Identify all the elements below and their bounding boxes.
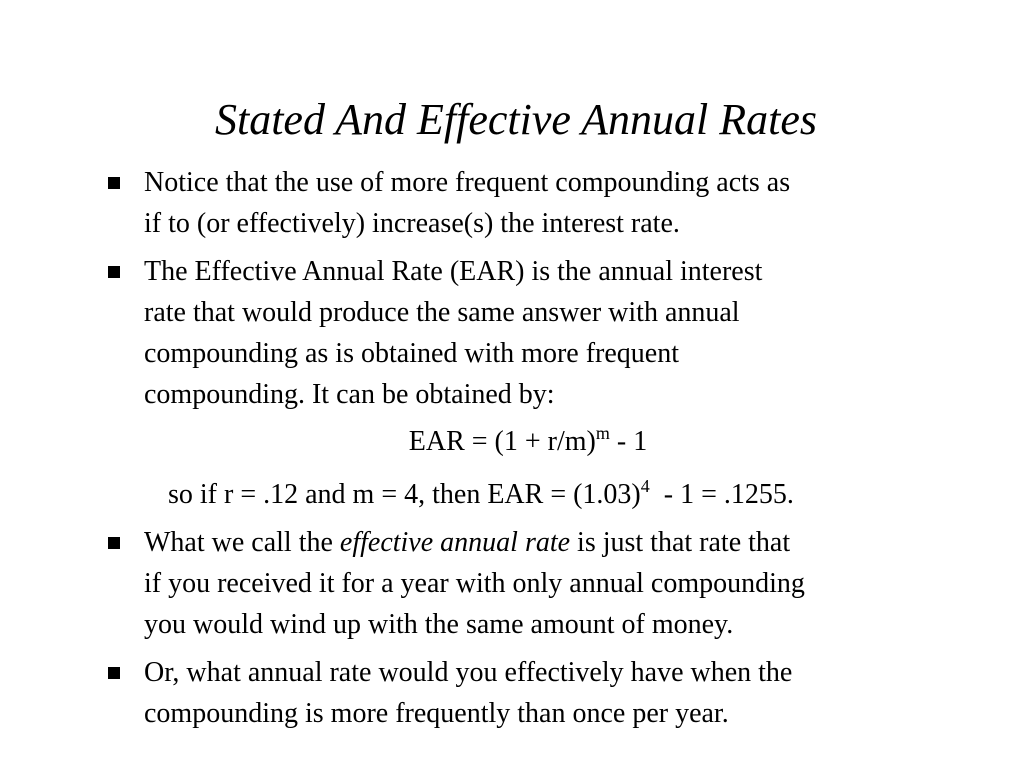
bullet-1-line-1: Notice that the use of more frequent compounding acts as [144,167,791,198]
ear-formula-tail: - 1 [609,426,648,457]
bullet-3-line-3: you would wind up with the same amount of money. [144,609,734,640]
bullet-3-line-1-after: is just that rate that [570,527,791,558]
bullet-3-line-1 [144,522,964,563]
bullet-marker-4 [108,667,120,679]
bullet-3-line-2: if you received it for a year with only annual compounding [144,568,805,599]
ear-example-exponent: 4 [640,476,650,496]
ear-example [168,474,794,515]
ear-example-after: - 1 = .1255. [649,479,794,510]
bullet-marker-1 [108,177,120,189]
bullet-marker-3 [108,537,120,549]
bullet-4 [144,652,964,734]
bullet-2 [144,251,964,415]
bullet-3 [144,522,964,645]
ear-example-before: so if r = .12 and m = 4, then EAR = (1.03) [168,479,641,510]
bullet-1 [144,162,964,244]
slide-title: Stated And Effective Annual Rates [214,95,817,144]
bullet-2-line-3: compounding as is obtained with more frequent [144,338,679,369]
ear-formula-exponent: m [595,423,610,443]
bullet-marker-2 [108,266,120,278]
ear-formula [0,421,1024,462]
bullet-3-emphasis: effective annual rate [339,527,571,558]
ear-formula-base: EAR = (1 + r/m) [408,426,596,457]
bullet-2-line-1: The Effective Annual Rate (EAR) is the annual interest [144,256,763,287]
bullet-4-line-1: Or, what annual rate would you effectively have when the [144,657,793,688]
bullet-2-line-4: compounding. It can be obtained by: [144,379,555,410]
bullet-2-line-2: rate that would produce the same answer with annual [144,297,740,328]
bullet-1-line-2: if to (or effectively) increase(s) the interest rate. [144,208,680,239]
bullet-4-line-2: compounding is more frequently than once per year. [144,698,729,729]
bullet-3-line-1-before: What we call the [144,527,340,558]
